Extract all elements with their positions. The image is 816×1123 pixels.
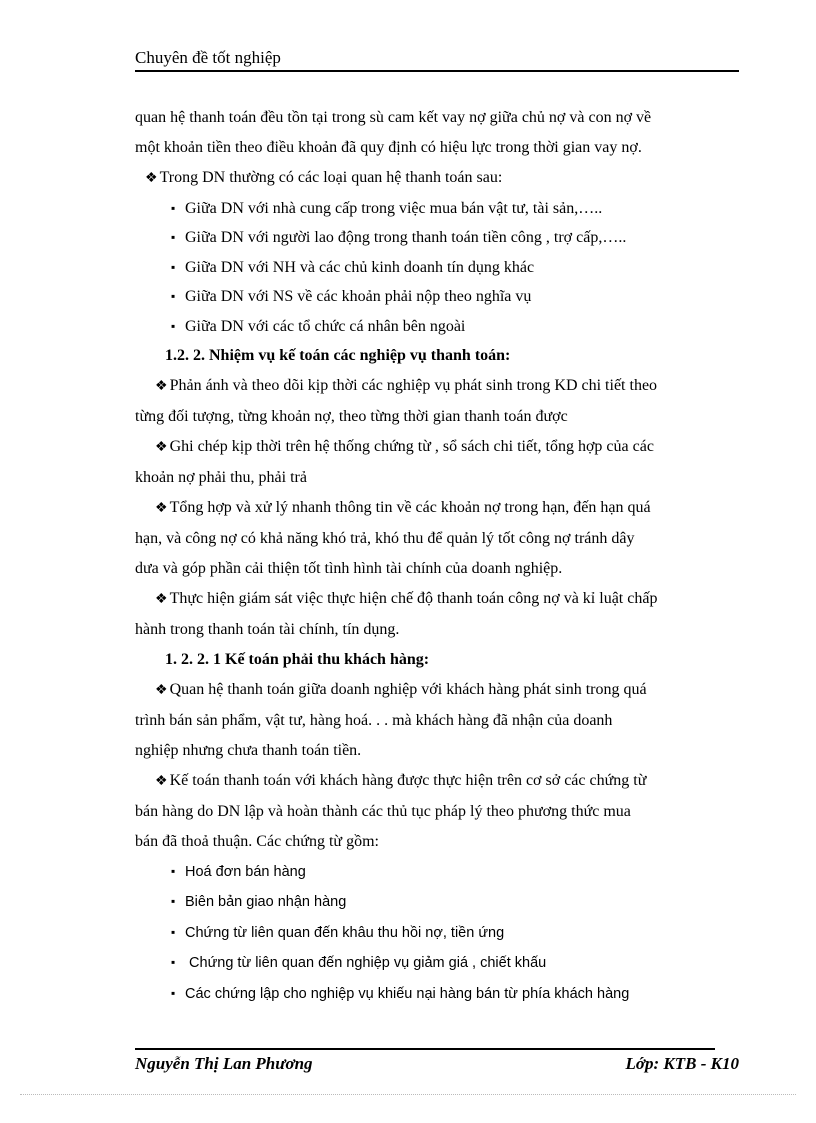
diamond-bullet-icon: ❖ xyxy=(155,683,168,699)
diamond-bullet-icon: ❖ xyxy=(145,171,158,186)
paragraph-line: từng đối tượng, từng khoản nợ, theo từng thời gian thanh toán được xyxy=(135,408,568,426)
section-heading: 1. 2. 2. 1 Kế toán phải thu khách hàng: xyxy=(165,651,430,669)
section-heading: 1.2. 2. Nhiệm vụ kế toán các nghiệp vụ thanh toán: xyxy=(165,347,511,365)
list-item: ▪ Chứng từ liên quan đến nghiệp vụ giảm giá , chiết khấu xyxy=(135,948,739,978)
list-item: ▪ Các chứng lập cho nghiệp vụ khiếu nại hàng bán từ phía khách hàng xyxy=(135,979,739,1009)
list-item: ▪ Biên bản giao nhận hàng xyxy=(135,887,739,917)
square-bullet-icon: ▪ xyxy=(171,924,176,939)
square-bullet-icon: ▪ xyxy=(171,201,176,215)
paragraph-line: ❖ Quan hệ thanh toán giữa doanh nghiệp với khách hàng phát sinh trong quá xyxy=(155,681,647,699)
paragraph-line: hành trong thanh toán tài chính, tín dụng. xyxy=(135,621,400,639)
list-item: ▪ Hoá đơn bán hàng xyxy=(135,857,739,887)
paragraph-line: ❖ Tổng hợp và xử lý nhanh thông tin về các khoản nợ trong hạn, đến hạn quá xyxy=(155,499,651,517)
header-title: Chuyên đề tốt nghiệp xyxy=(135,48,281,67)
paragraph-line: nghiệp nhưng chưa thanh toán tiền. xyxy=(135,742,362,760)
square-bullet-icon: ▪ xyxy=(171,894,176,909)
list-item: ▪ Giữa DN với người lao động trong thanh toán tiền công , trợ cấp,….. xyxy=(135,223,739,252)
paragraph-line: ❖ Ghi chép kịp thời trên hệ thống chứng từ , sổ sách chi tiết, tổng hợp của các xyxy=(155,438,654,456)
diamond-bullet-icon: ❖ xyxy=(155,774,168,790)
document-body xyxy=(135,103,739,1009)
square-bullet-icon: ▪ xyxy=(171,864,176,879)
paragraph-line: hạn, và công nợ có khả năng khó trả, khó thu để quản lý tốt công nợ tránh dây xyxy=(135,530,635,548)
paragraph-line: bán đã thoả thuận. Các chứng từ gồm: xyxy=(135,833,379,851)
footer-author: Nguyễn Thị Lan Phương xyxy=(135,1054,313,1073)
diamond-bullet-icon: ❖ xyxy=(155,592,168,608)
square-bullet-icon: ▪ xyxy=(171,259,176,274)
page-bottom-dotted-line xyxy=(20,1094,796,1095)
square-bullet-icon: ▪ xyxy=(171,289,176,304)
square-bullet-icon: ▪ xyxy=(171,985,176,1000)
types-intro: ❖ Trong DN thường có các loại quan hệ thanh toán sau: xyxy=(145,169,503,186)
paragraph-line: ❖ Thực hiện giám sát việc thực hiện chế độ thanh toán công nợ và kỉ luật chấp xyxy=(155,590,658,608)
diamond-bullet-icon: ❖ xyxy=(155,379,168,395)
paragraph-line: khoản nợ phải thu, phải trả xyxy=(135,469,307,487)
page-header xyxy=(135,48,739,72)
list-item: ▪ Giữa DN với nhà cung cấp trong việc mua bán vật tư, tài sản,….. xyxy=(135,194,739,223)
paragraph-line: ❖ Phản ánh và theo dõi kịp thời các nghiệp vụ phát sinh trong KD chi tiết theo xyxy=(155,377,658,395)
footer-divider xyxy=(135,1048,715,1050)
list-item: ▪ Chứng từ liên quan đến khâu thu hồi nợ, tiền ứng xyxy=(135,918,739,948)
footer-class: Lớp: KTB - K10 xyxy=(625,1054,739,1073)
diamond-bullet-icon: ❖ xyxy=(155,501,168,517)
paragraph-line: ❖ Kế toán thanh toán với khách hàng được thực hiện trên cơ sở các chứng từ xyxy=(155,772,647,790)
paragraph-line: bán hàng do DN lập và hoàn thành các thủ tục pháp lý theo phương thức mua xyxy=(135,803,631,821)
list-item: ▪ Giữa DN với các tổ chức cá nhân bên ngoài xyxy=(135,312,739,341)
list-item: ▪ Giữa DN với NH và các chủ kinh doanh tín dụng khác xyxy=(135,253,739,282)
list-item: ▪ Giữa DN với NS về các khoản phải nộp theo nghĩa vụ xyxy=(135,282,739,311)
square-bullet-icon: ▪ xyxy=(171,230,176,245)
paragraph-line: quan hệ thanh toán đều tồn tại trong sù cam kết vay nợ giữa chủ nợ và con nợ về xyxy=(135,109,652,126)
diamond-bullet-icon: ❖ xyxy=(155,440,168,456)
page-footer xyxy=(135,1054,739,1074)
paragraph-line: một khoản tiền theo điều khoản đã quy định có hiệu lực trong thời gian vay nợ. xyxy=(135,139,642,156)
square-bullet-icon: ▪ xyxy=(171,955,176,970)
square-bullet-icon: ▪ xyxy=(171,318,176,333)
paragraph-line: trình bán sản phẩm, vật tư, hàng hoá. . . mà khách hàng đã nhận của doanh xyxy=(135,712,613,730)
paragraph-line: dưa và góp phần cải thiện tốt tình hình tài chính của doanh nghiệp. xyxy=(135,560,563,578)
